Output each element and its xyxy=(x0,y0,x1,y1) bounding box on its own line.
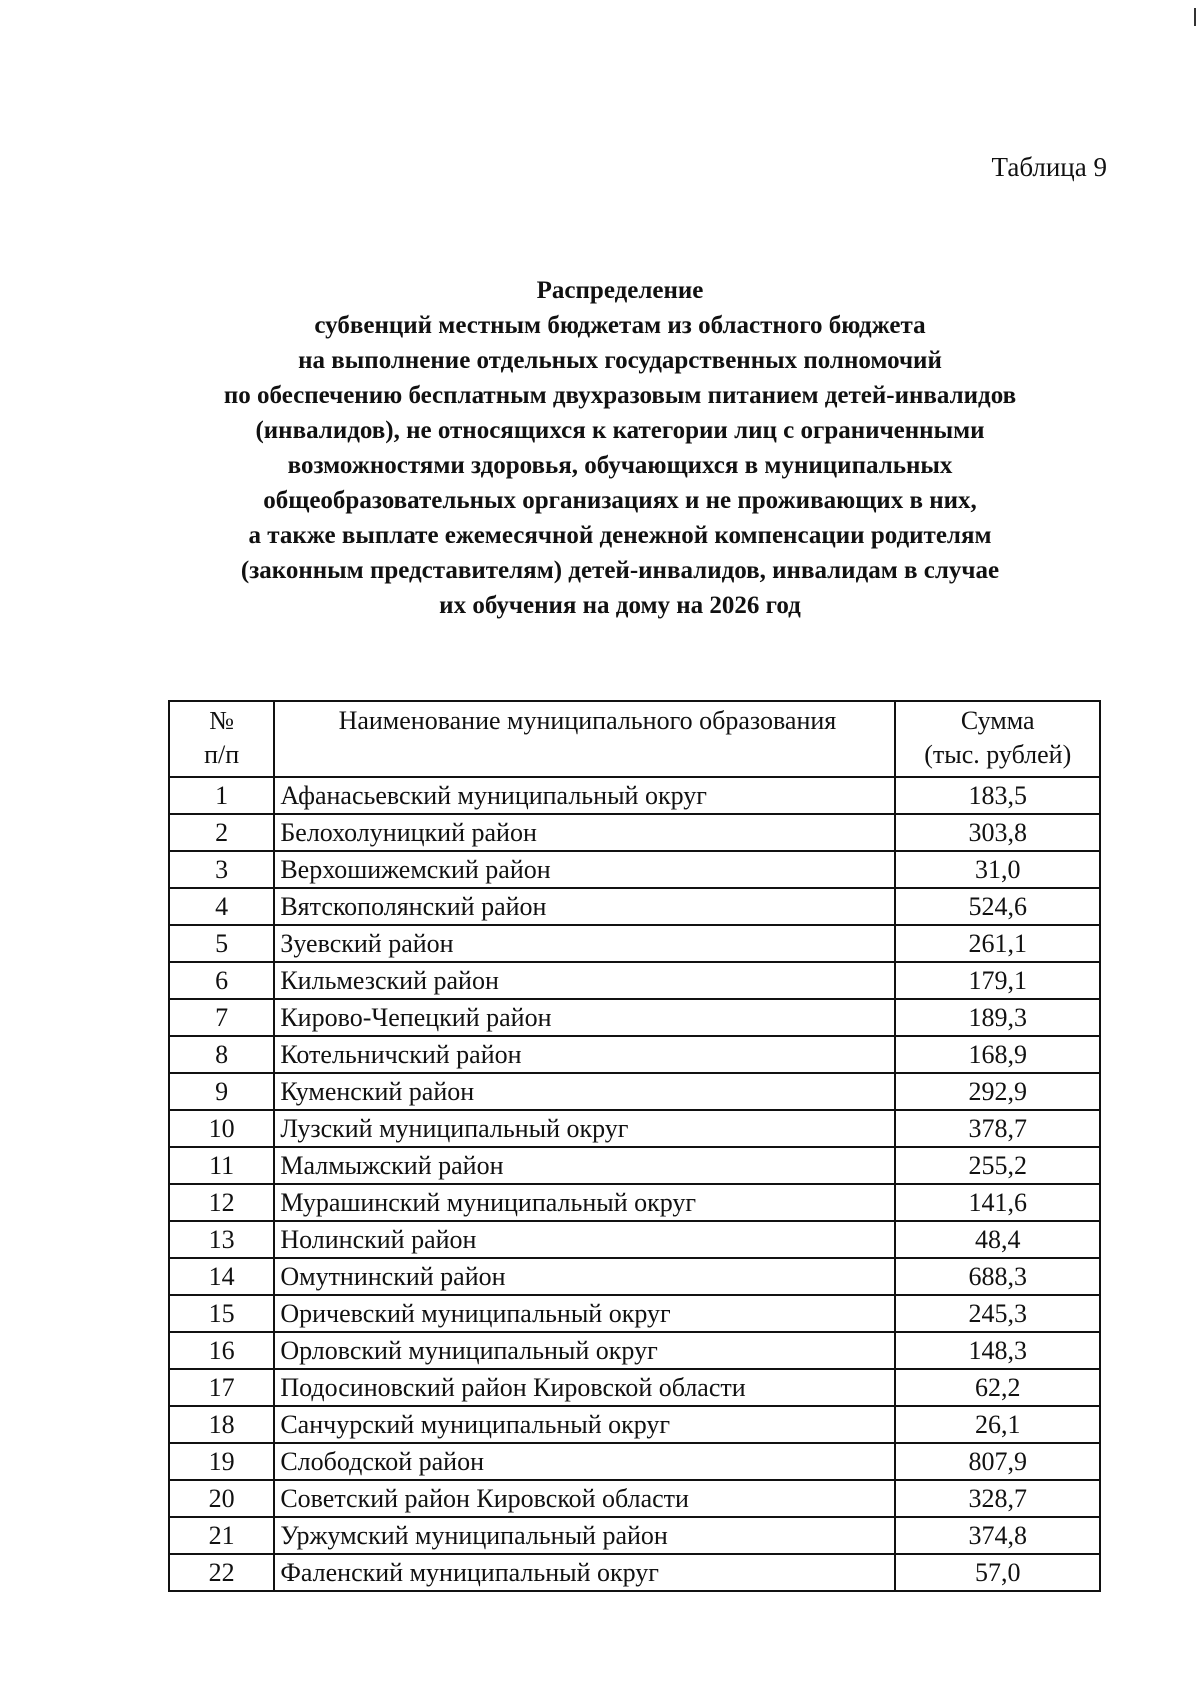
amount-cell: 524,6 xyxy=(895,888,1100,925)
row-number-cell: 7 xyxy=(169,999,274,1036)
amount-cell: 374,8 xyxy=(895,1517,1100,1554)
subvention-table xyxy=(168,700,1101,1592)
row-number-cell: 19 xyxy=(169,1443,274,1480)
amount-cell: 378,7 xyxy=(895,1110,1100,1147)
title-line: общеобразовательных организациях и не проживающих в них, xyxy=(263,487,977,514)
row-number-cell: 10 xyxy=(169,1110,274,1147)
title-line: их обучения на дому на 2026 год xyxy=(439,592,801,619)
row-number-cell: 13 xyxy=(169,1221,274,1258)
table-row xyxy=(169,1036,1100,1073)
table-row xyxy=(169,777,1100,814)
municipality-name-cell: Советский район Кировской области xyxy=(274,1480,895,1517)
table-row xyxy=(169,1406,1100,1443)
amount-cell: 26,1 xyxy=(895,1406,1100,1443)
table-row xyxy=(169,1258,1100,1295)
row-number-cell: 18 xyxy=(169,1406,274,1443)
table-row xyxy=(169,1147,1100,1184)
row-number-cell: 2 xyxy=(169,814,274,851)
amount-cell: 292,9 xyxy=(895,1073,1100,1110)
row-number-cell: 22 xyxy=(169,1554,274,1591)
amount-cell: 807,9 xyxy=(895,1443,1100,1480)
amount-cell: 183,5 xyxy=(895,777,1100,814)
title-line: на выполнение отдельных государственных полномочий xyxy=(298,347,942,374)
header-sum xyxy=(895,701,1100,777)
table-row xyxy=(169,1517,1100,1554)
row-number-cell: 20 xyxy=(169,1480,274,1517)
row-number-cell: 15 xyxy=(169,1295,274,1332)
row-number-cell: 21 xyxy=(169,1517,274,1554)
header-sum-title: Сумма xyxy=(960,706,1035,735)
municipality-name-cell: Верхошижемский район xyxy=(274,851,895,888)
header-number-abbrev: п/п xyxy=(204,740,240,769)
header-name-text: Наименование муниципального образования xyxy=(338,706,837,735)
header-name xyxy=(274,701,895,777)
table-header-row xyxy=(169,701,1100,777)
table-number-label: Таблица 9 xyxy=(991,152,1107,182)
amount-cell: 189,3 xyxy=(895,999,1100,1036)
header-number xyxy=(169,701,274,777)
row-number-cell: 8 xyxy=(169,1036,274,1073)
amount-cell: 688,3 xyxy=(895,1258,1100,1295)
row-number-cell: 3 xyxy=(169,851,274,888)
title-line: субвенций местным бюджетам из областного бюджета xyxy=(314,312,926,339)
document-title xyxy=(150,273,1090,623)
row-number-cell: 11 xyxy=(169,1147,274,1184)
row-number-cell: 17 xyxy=(169,1369,274,1406)
table-row xyxy=(169,1443,1100,1480)
amount-cell: 141,6 xyxy=(895,1184,1100,1221)
header-sum-unit: (тыс. рублей) xyxy=(924,740,1072,769)
municipality-name-cell: Афанасьевский муниципальный округ xyxy=(274,777,895,814)
municipality-name-cell: Уржумский муниципальный район xyxy=(274,1517,895,1554)
table-row xyxy=(169,962,1100,999)
amount-cell: 303,8 xyxy=(895,814,1100,851)
scan-edge-mark xyxy=(1194,8,1196,26)
table-row xyxy=(169,1184,1100,1221)
table-row xyxy=(169,999,1100,1036)
table-row xyxy=(169,925,1100,962)
row-number-cell: 12 xyxy=(169,1184,274,1221)
table-row xyxy=(169,1554,1100,1591)
row-number-cell: 14 xyxy=(169,1258,274,1295)
municipality-name-cell: Зуевский район xyxy=(274,925,895,962)
row-number-cell: 4 xyxy=(169,888,274,925)
title-line: Распределение xyxy=(536,277,704,304)
table-row xyxy=(169,1221,1100,1258)
table-body xyxy=(169,777,1100,1591)
row-number-cell: 1 xyxy=(169,777,274,814)
municipality-name-cell: Малмыжский район xyxy=(274,1147,895,1184)
municipality-name-cell: Орловский муниципальный округ xyxy=(274,1332,895,1369)
municipality-name-cell: Куменский район xyxy=(274,1073,895,1110)
municipality-name-cell: Белохолуницкий район xyxy=(274,814,895,851)
row-number-cell: 16 xyxy=(169,1332,274,1369)
municipality-name-cell: Санчурский муниципальный округ xyxy=(274,1406,895,1443)
title-line: возможностями здоровья, обучающихся в муниципальных xyxy=(287,452,953,479)
table-row xyxy=(169,1073,1100,1110)
municipality-name-cell: Вятскополянский район xyxy=(274,888,895,925)
title-line: (законным представителям) детей-инвалидов, инвалидам в случае xyxy=(240,557,1000,584)
municipality-name-cell: Котельничский район xyxy=(274,1036,895,1073)
municipality-name-cell: Кильмезский район xyxy=(274,962,895,999)
amount-cell: 255,2 xyxy=(895,1147,1100,1184)
table-row xyxy=(169,1295,1100,1332)
title-line: (инвалидов), не относящихся к категории лиц с ограниченными xyxy=(255,417,985,444)
amount-cell: 245,3 xyxy=(895,1295,1100,1332)
municipality-name-cell: Фаленский муниципальный округ xyxy=(274,1554,895,1591)
amount-cell: 57,0 xyxy=(895,1554,1100,1591)
amount-cell: 48,4 xyxy=(895,1221,1100,1258)
table-row xyxy=(169,1332,1100,1369)
table-row xyxy=(169,1480,1100,1517)
municipality-name-cell: Подосиновский район Кировской области xyxy=(274,1369,895,1406)
amount-cell: 31,0 xyxy=(895,851,1100,888)
table-row xyxy=(169,1369,1100,1406)
table-row xyxy=(169,888,1100,925)
municipality-name-cell: Омутнинский район xyxy=(274,1258,895,1295)
row-number-cell: 9 xyxy=(169,1073,274,1110)
amount-cell: 179,1 xyxy=(895,962,1100,999)
amount-cell: 328,7 xyxy=(895,1480,1100,1517)
amount-cell: 62,2 xyxy=(895,1369,1100,1406)
title-line: по обеспечению бесплатным двухразовым питанием детей-инвалидов xyxy=(223,382,1017,409)
table-row xyxy=(169,1110,1100,1147)
municipality-name-cell: Кирово-Чепецкий район xyxy=(274,999,895,1036)
municipality-name-cell: Слободской район xyxy=(274,1443,895,1480)
row-number-cell: 6 xyxy=(169,962,274,999)
municipality-name-cell: Мурашинский муниципальный округ xyxy=(274,1184,895,1221)
municipality-name-cell: Нолинский район xyxy=(274,1221,895,1258)
municipality-name-cell: Оричевский муниципальный округ xyxy=(274,1295,895,1332)
header-number-symbol: № xyxy=(209,706,235,735)
table-row xyxy=(169,851,1100,888)
municipality-name-cell: Лузский муниципальный округ xyxy=(274,1110,895,1147)
row-number-cell: 5 xyxy=(169,925,274,962)
amount-cell: 148,3 xyxy=(895,1332,1100,1369)
amount-cell: 261,1 xyxy=(895,925,1100,962)
title-line: а также выплате ежемесячной денежной компенсации родителям xyxy=(248,522,992,549)
amount-cell: 168,9 xyxy=(895,1036,1100,1073)
table-row xyxy=(169,814,1100,851)
